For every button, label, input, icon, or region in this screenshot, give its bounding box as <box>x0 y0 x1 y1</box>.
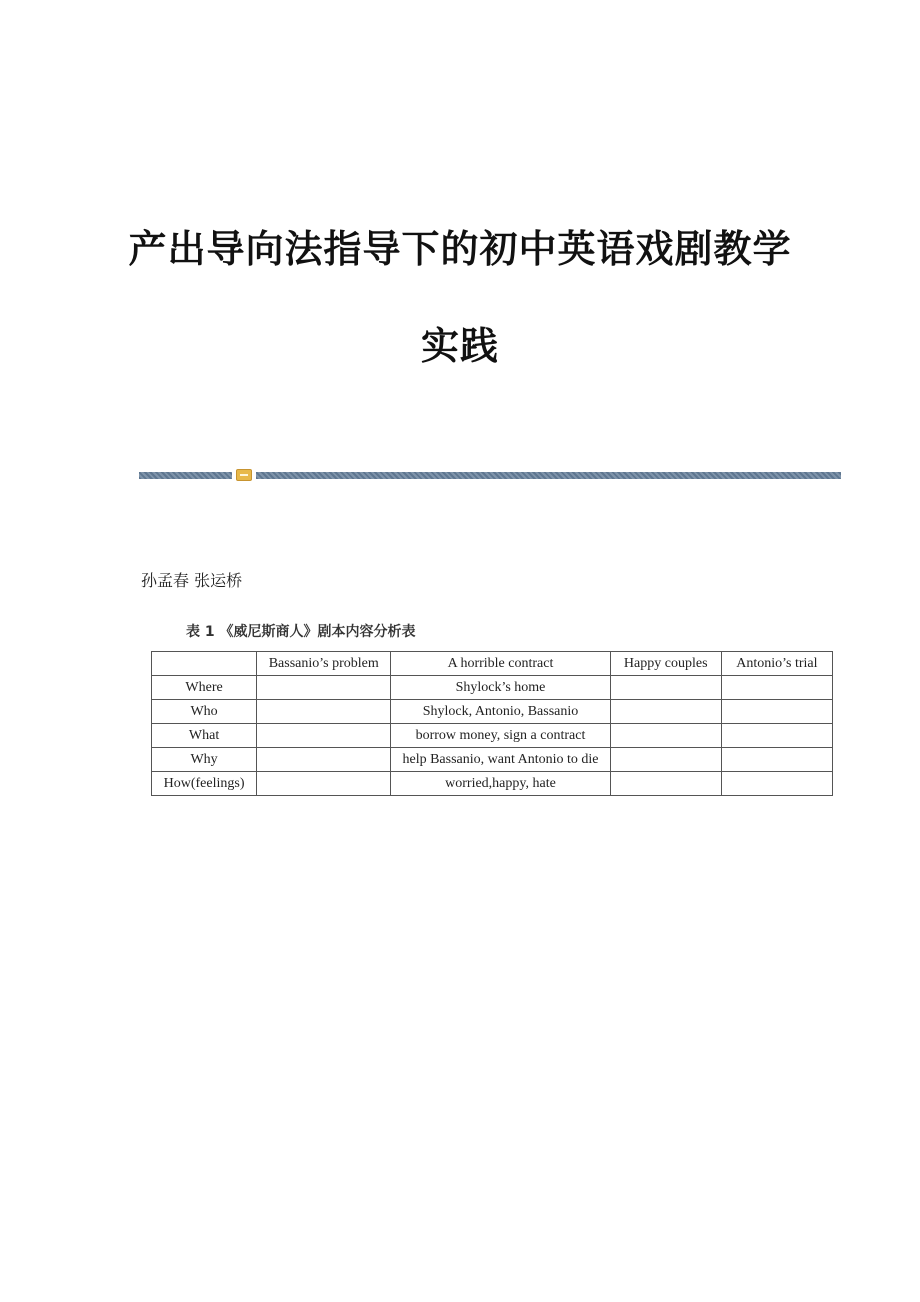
table-cell: worried,happy, hate <box>391 772 610 796</box>
table-cell <box>610 724 721 748</box>
table-header-cell: Antonio’s trial <box>721 652 832 676</box>
table-row <box>152 724 833 748</box>
table-cell <box>721 772 832 796</box>
content-analysis-table <box>151 651 833 796</box>
table-cell: Shylock’s home <box>391 676 610 700</box>
table-cell <box>610 676 721 700</box>
table-cell <box>610 772 721 796</box>
divider-badge-icon <box>236 469 252 481</box>
table-cell: Shylock, Antonio, Bassanio <box>391 700 610 724</box>
table-row <box>152 748 833 772</box>
table-cell <box>257 772 391 796</box>
table-header-row <box>152 652 833 676</box>
table-row <box>152 700 833 724</box>
table-cell: What <box>152 724 257 748</box>
table-cell <box>257 748 391 772</box>
table-cell: help Bassanio, want Antonio to die <box>391 748 610 772</box>
table-header-cell: Bassanio’s problem <box>257 652 391 676</box>
table-caption: 表 1 《威尼斯商人》剧本内容分析表 <box>186 624 416 640</box>
table-cell: How(feelings) <box>152 772 257 796</box>
authors: 孙孟春 张运桥 <box>141 571 243 590</box>
document-title-line-2: 实践 <box>420 324 499 368</box>
table-cell <box>257 700 391 724</box>
table-cell: Why <box>152 748 257 772</box>
table-header-cell <box>152 652 257 676</box>
table-cell <box>721 724 832 748</box>
document-title-line-1: 产出导向法指导下的初中英语戏剧教学 <box>128 227 792 271</box>
table-row <box>152 676 833 700</box>
table-cell: Who <box>152 700 257 724</box>
table-cell <box>721 700 832 724</box>
decorative-divider <box>139 469 841 481</box>
table-cell <box>610 748 721 772</box>
divider-bar-right <box>256 472 841 479</box>
table-cell <box>257 724 391 748</box>
table-cell: borrow money, sign a contract <box>391 724 610 748</box>
table-cell <box>257 676 391 700</box>
table-cell <box>721 676 832 700</box>
table-cell <box>721 748 832 772</box>
table-row <box>152 772 833 796</box>
table-header-cell: A horrible contract <box>391 652 610 676</box>
divider-bar-left <box>139 472 232 479</box>
table-cell <box>610 700 721 724</box>
table-cell: Where <box>152 676 257 700</box>
table-header-cell: Happy couples <box>610 652 721 676</box>
